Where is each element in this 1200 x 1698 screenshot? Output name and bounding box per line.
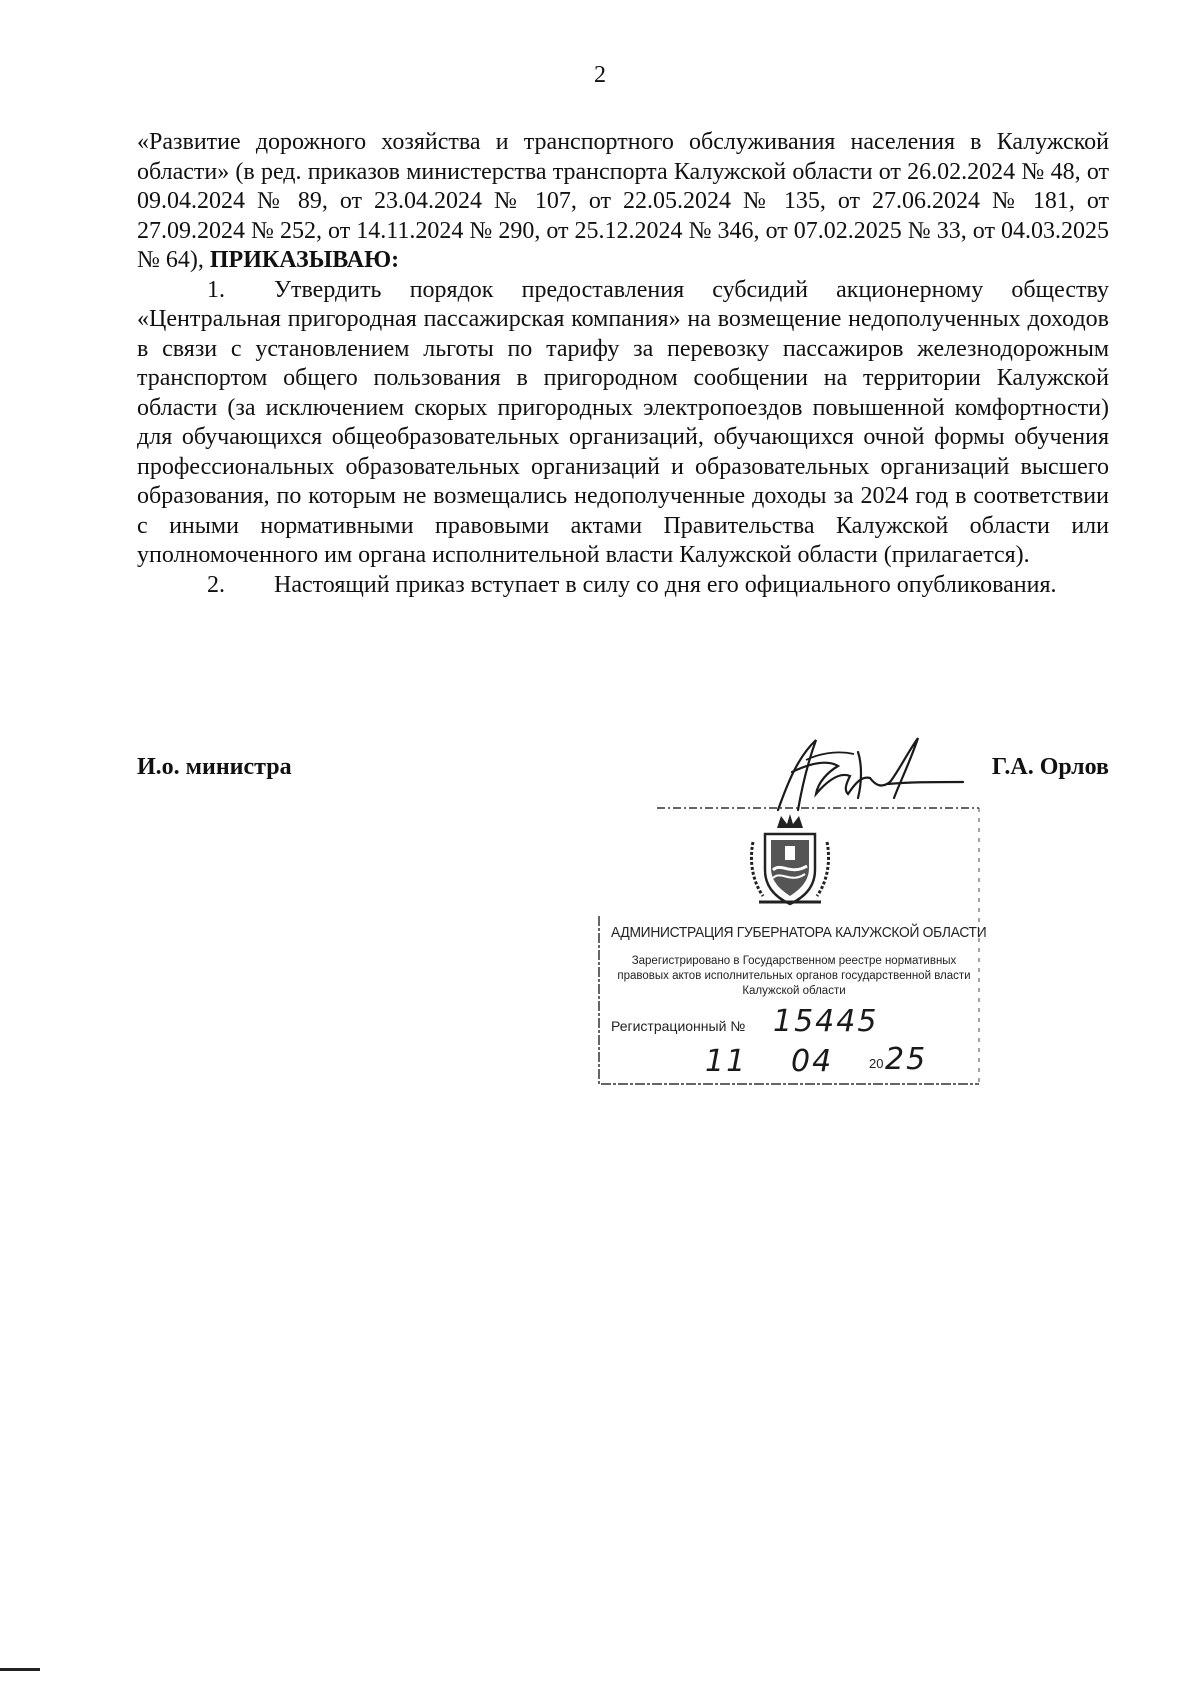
page-number: 2: [594, 62, 606, 88]
registration-month: 04: [791, 1044, 834, 1079]
item-text: Утвердить порядок предоставления субсидий акционерному обществу «Центральная пригородная пассажирская компания» на возмещение недополученных доходов в связи с установлением льготы по тарифу за перевозку пассажиров железнодорожным транспортом общего пользования в пригородном сообщении на территории Калужской области (за исключением скорых пригородных электропоездов повышенной комфортности) для обучающихся общеобразовательных организаций, обучающихся очной формы обучения профессиональных образовательных организаций и образовательных организаций высшего образования, по которым не возмещались недополученные доходы за 2024 год в соответствии с иными нормативными правовыми актами Правительства Калужской области или уполномоченного им органа исполнительной власти Калужской области (прилагается).: [137, 276, 1109, 568]
signatory-title: И.о. министра: [137, 754, 292, 780]
stamp-registration-text: Зарегистрировано в Государственном реестре нормативных правовых актов исполнительных органов государственной власти Калужской области: [617, 955, 971, 997]
item-number: 1.: [207, 276, 225, 303]
list-item: [137, 571, 1109, 601]
intro-text: «Развитие дорожного хозяйства и транспортного обслуживания населения в Калужской области» (в ред. приказов министерства транспорта Калужской области от 26.02.2024 № 48, от 09.04.2024 № 89, от 23.04.2024 № 107, от 22.05.2024 № 135, от 27.06.2024 № 181, от 27.09.2024 № 252, от 14.11.2024 № 290, от 25.12.2024 № 346, от 07.02.2025 № 33, от 04.03.2025 № 64),: [137, 129, 1109, 273]
stamp-date: [695, 1042, 955, 1080]
item-text: Настоящий приказ вступает в силу со дня его официального опубликования.: [274, 571, 1057, 598]
coat-of-arms-icon: [747, 812, 833, 908]
registration-stamp: [597, 806, 987, 1086]
registration-year-suffix: 25: [885, 1042, 928, 1077]
scan-edge-mark: [0, 1668, 40, 1672]
registration-day: 11: [705, 1044, 748, 1079]
list-item: [137, 276, 1109, 571]
stamp-registration-row: [611, 1004, 879, 1039]
signatory-name: Г.А. Орлов: [991, 754, 1109, 780]
order-word: ПРИКАЗЫВАЮ:: [209, 247, 400, 273]
registration-year-prefix: 20: [869, 1056, 884, 1071]
registration-number-label: Регистрационный №: [611, 1018, 746, 1034]
stamp-organization: АДМИНИСТРАЦИЯ ГУБЕРНАТОРА КАЛУЖСКОЙ ОБЛАСТИ: [611, 924, 987, 941]
document-body: [137, 128, 1109, 600]
registration-number: 15445: [773, 1004, 879, 1039]
item-number: 2.: [207, 571, 225, 598]
intro-paragraph: [137, 128, 1109, 276]
